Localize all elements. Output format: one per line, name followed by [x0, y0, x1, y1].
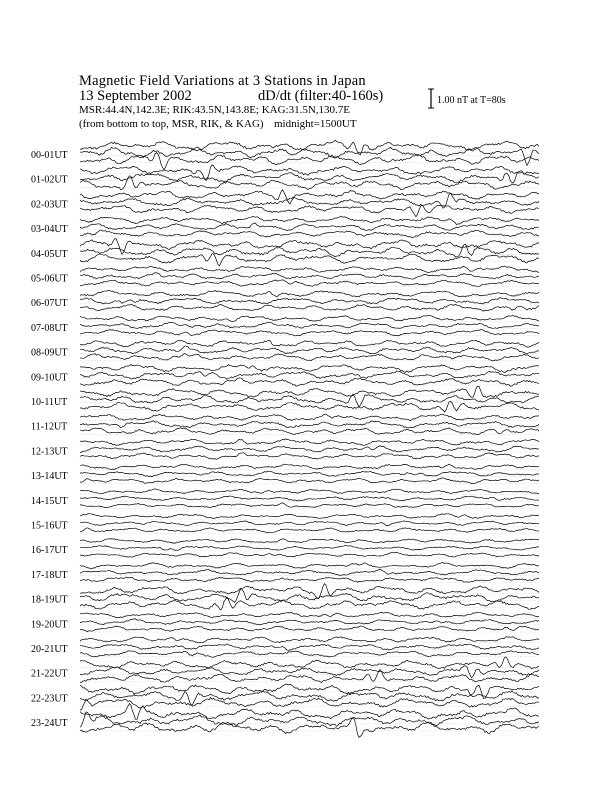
hour-label: 21-22UT	[31, 668, 68, 680]
trace-rik	[80, 496, 539, 501]
trace-rik	[80, 545, 539, 550]
hour-label: 23-24UT	[31, 718, 68, 730]
trace-kag	[80, 539, 539, 543]
trace-kag	[80, 684, 539, 699]
hour-label: 20-21UT	[31, 644, 68, 655]
midnight-label: midnight=1500UT	[274, 118, 357, 130]
trace-msr	[80, 153, 539, 170]
trace-msr	[80, 205, 539, 217]
hour-label: 15-16UT	[31, 520, 68, 532]
trace-kag	[80, 612, 539, 617]
trace-msr	[80, 428, 539, 435]
trace-msr	[80, 552, 539, 557]
hour-label: 22-23UT	[31, 693, 68, 705]
trace-rik	[80, 712, 539, 727]
trace-kag	[80, 316, 539, 322]
trace-msr	[80, 254, 539, 266]
trace-kag	[80, 386, 539, 397]
trace-kag	[80, 239, 539, 255]
hour-label: 14-15UT	[31, 495, 68, 507]
trace-rik	[80, 421, 539, 428]
hour-label: 16-17UT	[31, 545, 68, 557]
trace-msr	[80, 528, 539, 533]
trace-msr	[80, 626, 539, 632]
hour-rows	[31, 140, 540, 737]
trace-msr	[80, 401, 539, 412]
trace-msr	[80, 478, 539, 484]
trace-kag	[80, 365, 539, 373]
hour-label: 01-02UT	[31, 174, 68, 186]
hour-label: 00-01UT	[31, 150, 68, 161]
trace-kag	[80, 439, 539, 446]
trace-msr	[80, 697, 539, 709]
hour-label: 11-12UT	[31, 421, 68, 433]
hour-label: 09-10UT	[31, 372, 68, 384]
trace-msr	[80, 330, 539, 336]
hour-label: 06-07UT	[31, 298, 68, 310]
trace-kag	[80, 165, 539, 181]
chart-title: Magnetic Field Variations at 3 Stations in Japan	[79, 73, 366, 89]
trace-kag	[80, 514, 539, 519]
hour-label: 13-14UT	[31, 471, 68, 483]
trace-kag	[80, 414, 539, 421]
trace-rik	[80, 691, 539, 705]
hour-label: 08-09UT	[31, 347, 68, 359]
trace-kag	[80, 216, 539, 225]
hour-label: 05-06UT	[31, 273, 68, 285]
trace-rik	[80, 619, 539, 625]
trace-msr	[80, 503, 539, 508]
trace-kag	[80, 563, 539, 569]
trace-msr	[80, 651, 539, 658]
trace-rik	[80, 521, 539, 526]
trace-msr	[80, 230, 539, 238]
date-label: 13 September 2002	[79, 88, 192, 104]
filter-label: dD/dt (filter:40-160s)	[258, 88, 384, 104]
trace-rik	[80, 569, 539, 575]
hour-label: 12-13UT	[31, 446, 68, 458]
trace-rik	[80, 666, 539, 678]
trace-msr	[80, 670, 539, 683]
hour-label: 02-03UT	[31, 199, 68, 211]
trace-msr	[80, 304, 539, 311]
trace-rik	[80, 273, 539, 279]
trace-kag	[80, 657, 539, 669]
hour-label: 18-19UT	[31, 594, 68, 606]
trace-kag	[80, 464, 539, 470]
trace-kag	[80, 489, 539, 494]
trace-kag	[80, 140, 539, 154]
trace-kag	[80, 266, 539, 273]
trace-rik	[80, 322, 539, 328]
hour-label: 07-08UT	[31, 322, 68, 334]
hour-label: 04-05UT	[31, 248, 68, 260]
trace-kag	[80, 290, 539, 297]
trace-rik	[80, 471, 539, 477]
trace-kag	[80, 637, 539, 643]
hour-label: 03-04UT	[31, 224, 68, 236]
trace-msr	[80, 577, 539, 582]
trace-rik	[80, 346, 539, 354]
trace-msr	[80, 453, 539, 460]
order-label: (from bottom to top, MSR, RIK, & KAG)	[79, 118, 264, 130]
stations-label: MSR:44.4N,142.3E; RIK:43.5N,143.8E; KAG:31.5N,130.7E	[79, 104, 351, 116]
trace-msr	[80, 280, 539, 287]
trace-rik	[80, 298, 539, 304]
trace-rik	[80, 446, 539, 453]
hour-label: 19-20UT	[31, 619, 68, 631]
trace-kag	[80, 190, 539, 204]
scale-bar-label: 1.00 nT at T=80s	[437, 95, 506, 106]
hour-label: 17-18UT	[31, 569, 68, 581]
trace-rik	[80, 223, 539, 230]
trace-msr	[80, 176, 539, 190]
hour-label: 10-11UT	[31, 397, 68, 408]
trace-msr	[80, 354, 539, 361]
